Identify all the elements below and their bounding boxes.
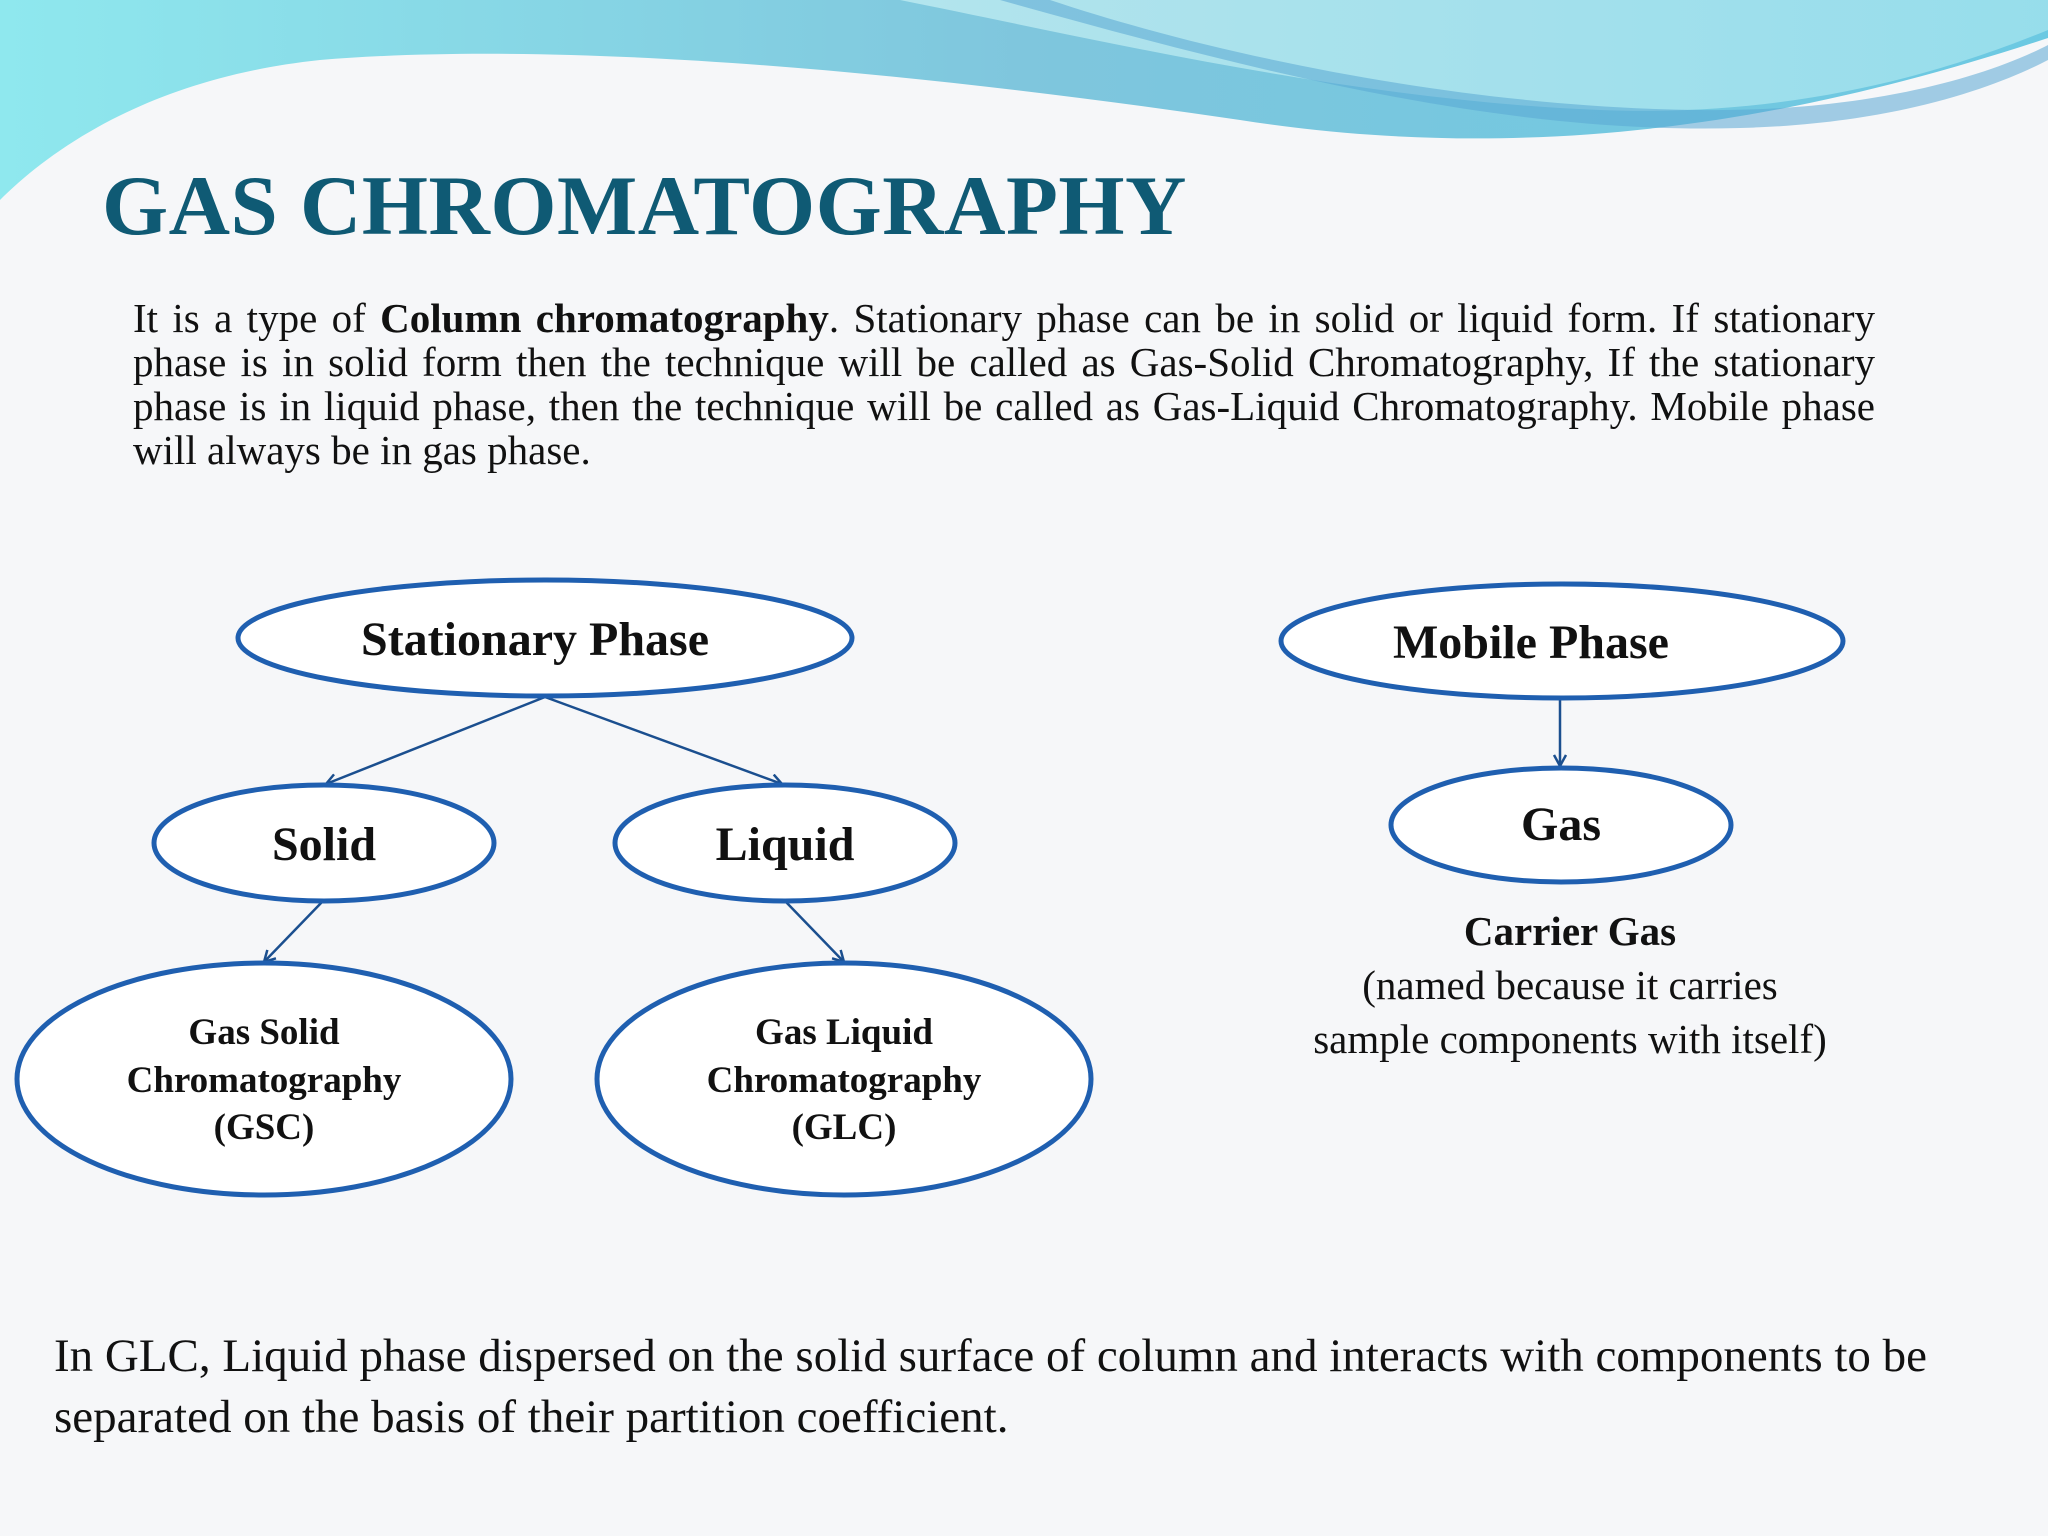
carrier-gas-desc-line-2: sample components with itself) (1313, 1016, 1827, 1062)
carrier-gas-note (1230, 904, 1910, 1066)
carrier-gas-title: Carrier Gas (1463, 908, 1677, 954)
arrow-solid-to-gsc (264, 902, 322, 962)
node-solid (154, 785, 494, 901)
arrow-stationary-to-solid (326, 697, 545, 784)
node-glc-line-3: (GLC) (791, 1107, 897, 1148)
node-stationary-phase (238, 580, 852, 696)
node-gsc-line-3: (GSC) (213, 1107, 315, 1148)
node-glc (597, 963, 1091, 1195)
arrow-stationary-to-liquid (545, 697, 782, 784)
arrow-liquid-to-glc (786, 902, 844, 962)
intro-rest: . Stationary phase can be in solid or liquid form. If stationary phase is in solid form then the technique will be called as Gas-Solid Chromatography, If the stationary phase is in liquid phase, then the technique will be called as Gas-Liquid Chromatography. Mobile phase will always be in gas phase. (133, 295, 1876, 473)
node-gsc-line-1: Gas Solid (188, 1012, 340, 1053)
node-mobile-phase (1281, 584, 1843, 698)
slide-title: GAS CHROMATOGRAPHY (102, 159, 1187, 253)
node-gsc-line-2: Chromatography (126, 1060, 402, 1101)
node-gas-label: Gas (1520, 798, 1602, 851)
node-mobile-phase-label: Mobile Phase (1393, 616, 1669, 669)
footer-paragraph: In GLC, Liquid phase dispersed on the solid surface of column and interacts with components to be separated on the basis of their partition coefficient. (54, 1330, 1928, 1443)
node-liquid-label: Liquid (715, 818, 855, 871)
intro-lead: It is a type of (133, 295, 381, 341)
intro-bold-term: Column chromatography (380, 295, 829, 341)
node-gsc (17, 963, 511, 1195)
carrier-gas-desc-line-1: (named because it carries (1362, 962, 1778, 1008)
node-stationary-phase-label: Stationary Phase (361, 613, 709, 666)
node-glc-line-2: Chromatography (706, 1060, 982, 1101)
node-glc-line-1: Gas Liquid (755, 1012, 933, 1053)
node-solid-label: Solid (271, 818, 377, 871)
node-liquid (615, 785, 955, 901)
node-gas (1391, 768, 1731, 882)
